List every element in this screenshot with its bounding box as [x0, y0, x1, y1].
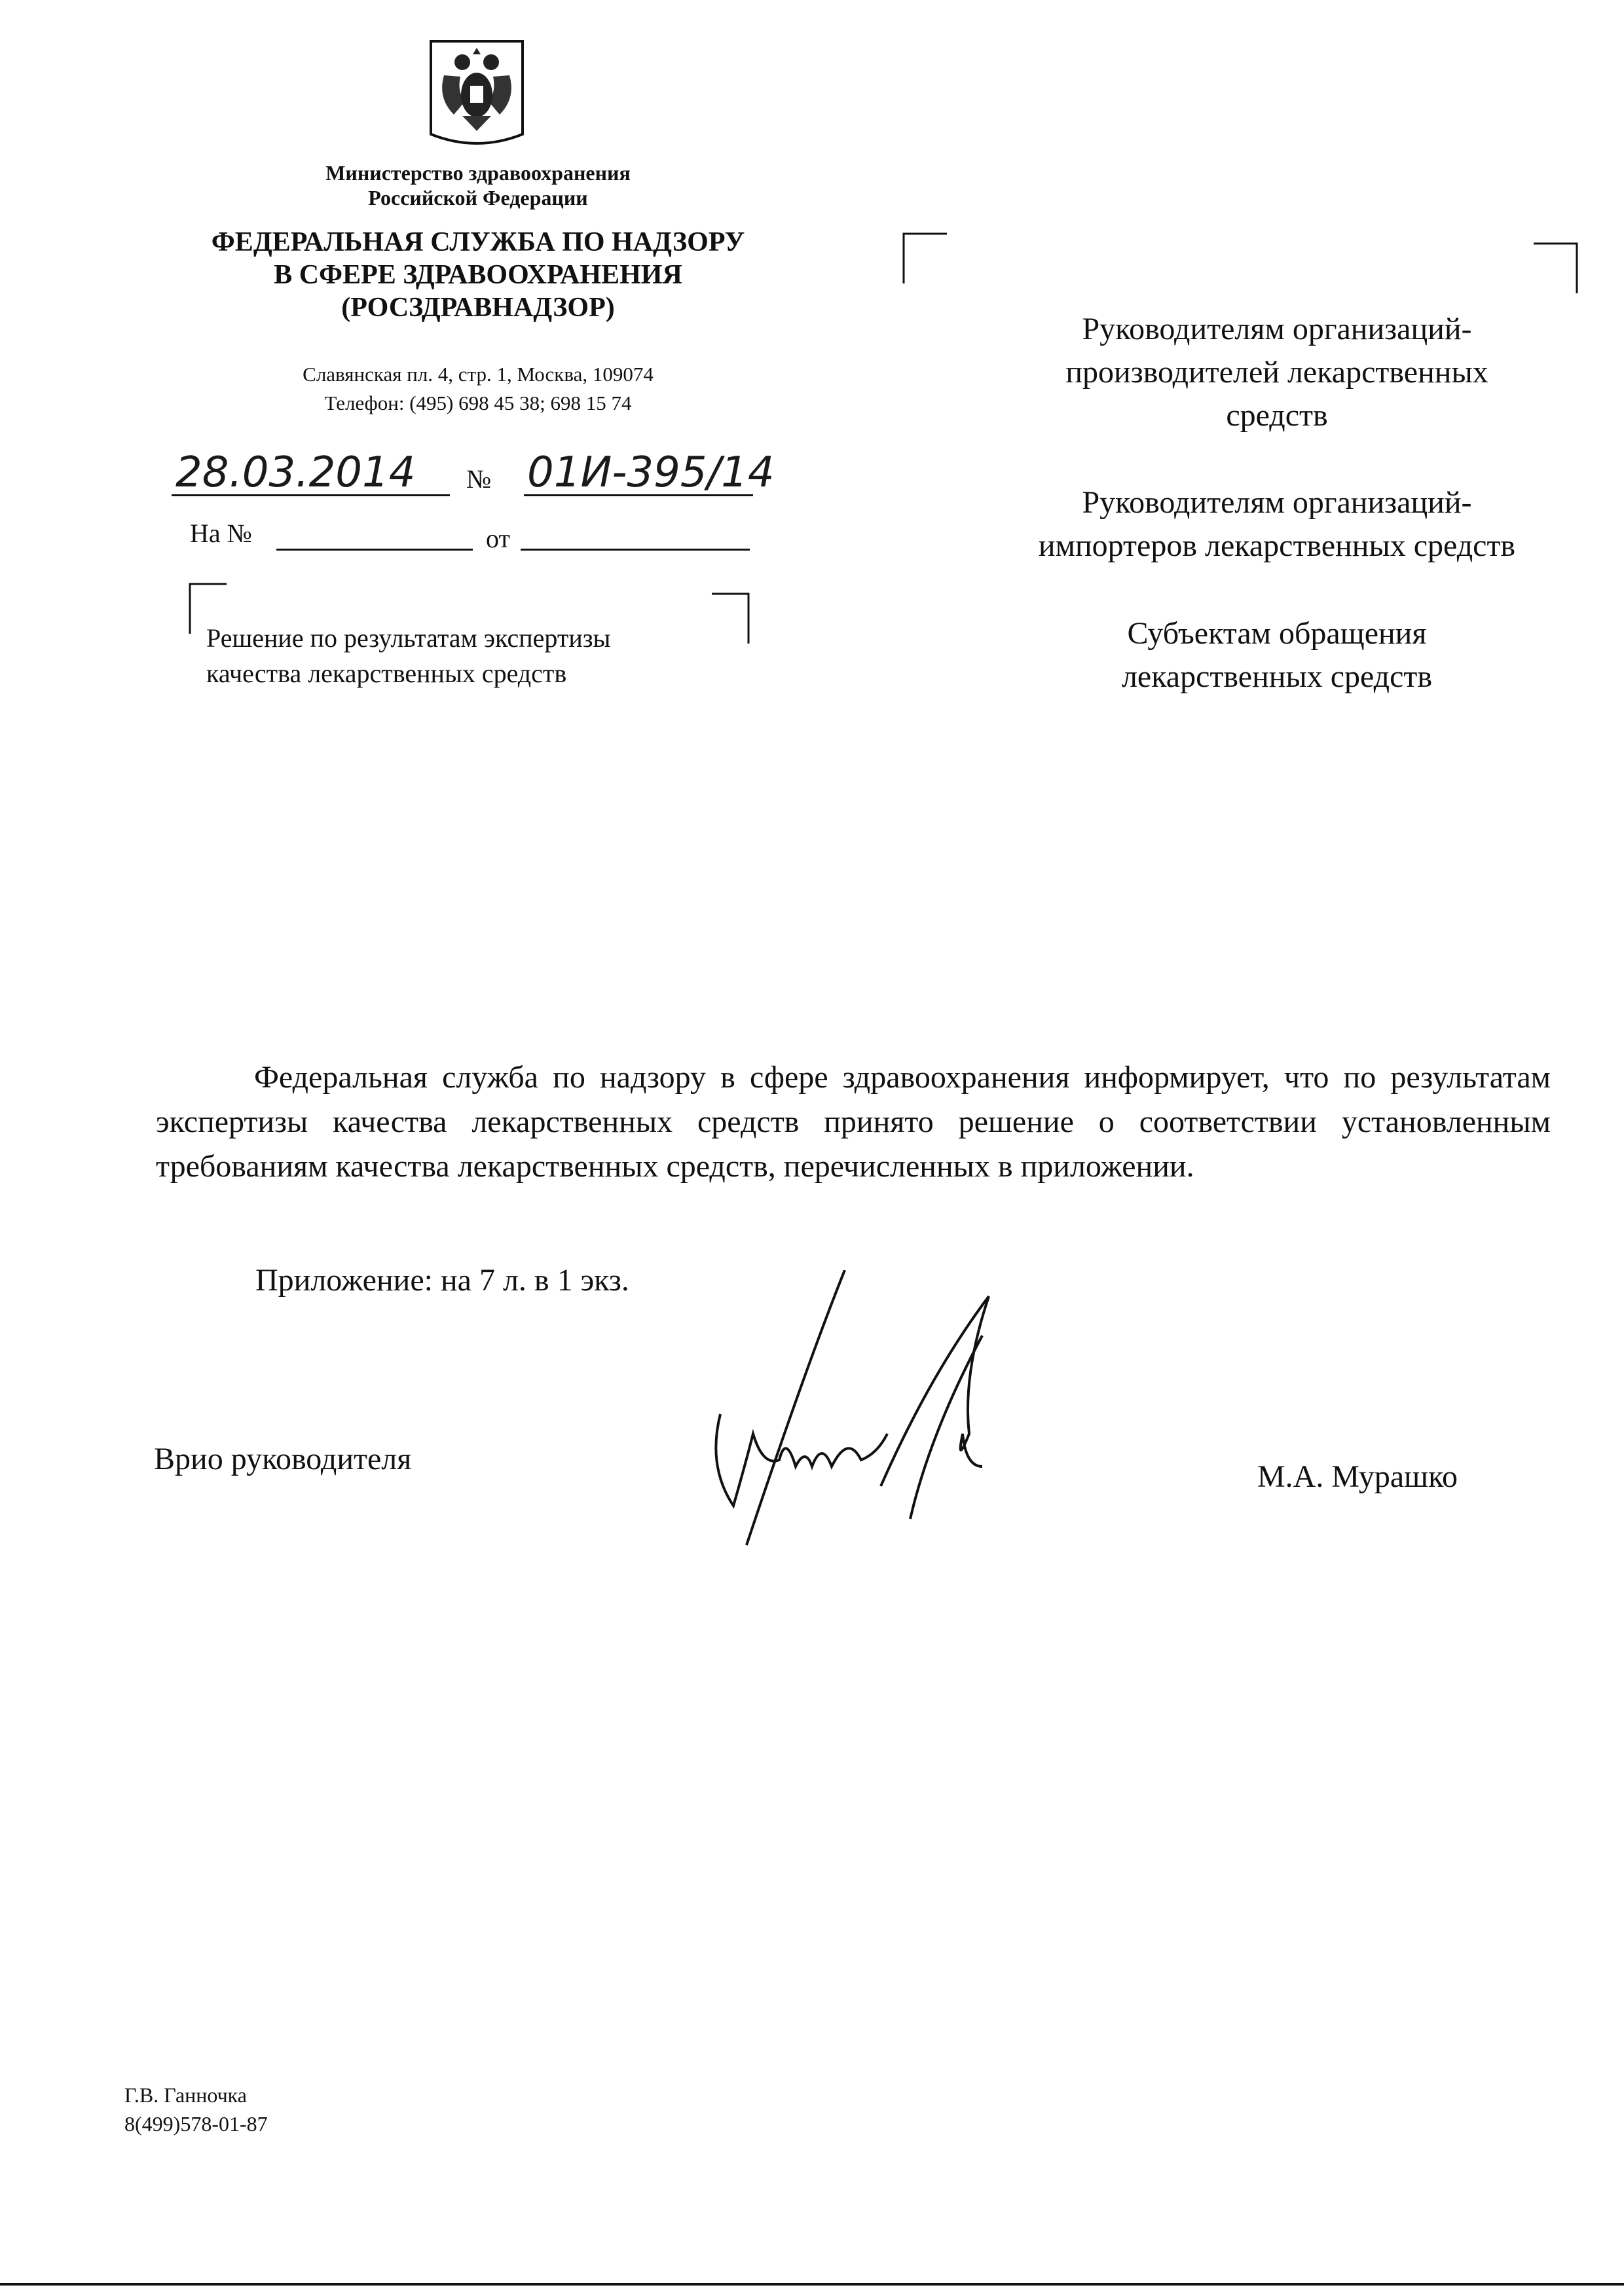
address-line: Славянская пл. 4, стр. 1, Москва, 109074	[303, 363, 654, 386]
service-line: В СФЕРЕ ЗДРАВООХРАНЕНИЯ	[274, 260, 682, 290]
service-line: ФЕДЕРАЛЬНАЯ СЛУЖБА ПО НАДЗОРУ	[211, 227, 745, 257]
ministry-name	[249, 160, 707, 210]
addressee-manufacturers	[917, 308, 1624, 437]
subject-line: качества лекарственных средств	[206, 659, 567, 688]
reply-number-label: На №	[190, 519, 252, 548]
handwritten-signature	[707, 1270, 1074, 1571]
body-paragraph: Федеральная служба по надзору в сфере здравоохранения информирует, что по результатам экспертизы качества лекарственных средств принято решение о соответствии установленным требованиям качества лекарственных средств, перечисленных в приложении.	[156, 1060, 1551, 1184]
address-line: Телефон: (495) 698 45 38; 698 15 74	[324, 392, 632, 414]
signer-name: М.А. Мурашко	[1257, 1459, 1458, 1494]
number-label: №	[466, 464, 492, 494]
document-number: 01И-395/14	[527, 448, 775, 497]
performer-phone: 8(499)578-01-87	[124, 2112, 268, 2136]
reply-date-label: от	[486, 524, 510, 553]
service-address	[216, 360, 740, 418]
performer-info	[124, 2081, 268, 2138]
coat-of-arms-emblem	[424, 36, 529, 154]
addressee-line: Субъектам обращения	[1127, 616, 1427, 651]
reply-number-line	[276, 549, 473, 551]
addressee-line: производителей лекарственных	[1065, 355, 1488, 390]
attachment-note: Приложение: на 7 л. в 1 экз.	[255, 1263, 629, 1298]
addressee-line: Руководителям организаций-	[1082, 312, 1472, 346]
addressee-line: импортеров лекарственных средств	[1038, 528, 1516, 563]
performer-name: Г.В. Ганночка	[124, 2083, 247, 2107]
addressee-subjects	[917, 612, 1624, 699]
letter-subject	[206, 621, 743, 691]
addressee-line: лекарственных средств	[1121, 659, 1433, 694]
bottom-border-line	[0, 2283, 1624, 2286]
addressee-line: Руководителям организаций-	[1082, 485, 1472, 520]
number-underline	[524, 494, 753, 496]
addressee-line: средств	[1226, 398, 1328, 433]
signer-position: Врио руководителя	[154, 1442, 412, 1476]
addressee-importers	[917, 481, 1624, 568]
reply-date-line	[521, 549, 750, 551]
addressee-corner-left	[902, 232, 948, 285]
document-date: 28.03.2014	[175, 448, 416, 497]
service-name	[177, 226, 779, 324]
service-line: (РОСЗДРАВНАДЗОР)	[341, 293, 615, 323]
ministry-line: Министерство здравоохранения	[325, 161, 631, 185]
addressee-corner-right	[1532, 242, 1578, 295]
ministry-line: Российской Федерации	[368, 186, 588, 210]
date-underline	[172, 494, 450, 496]
subject-line: Решение по результатам экспертизы	[206, 623, 611, 653]
letter-body	[156, 1055, 1551, 1189]
